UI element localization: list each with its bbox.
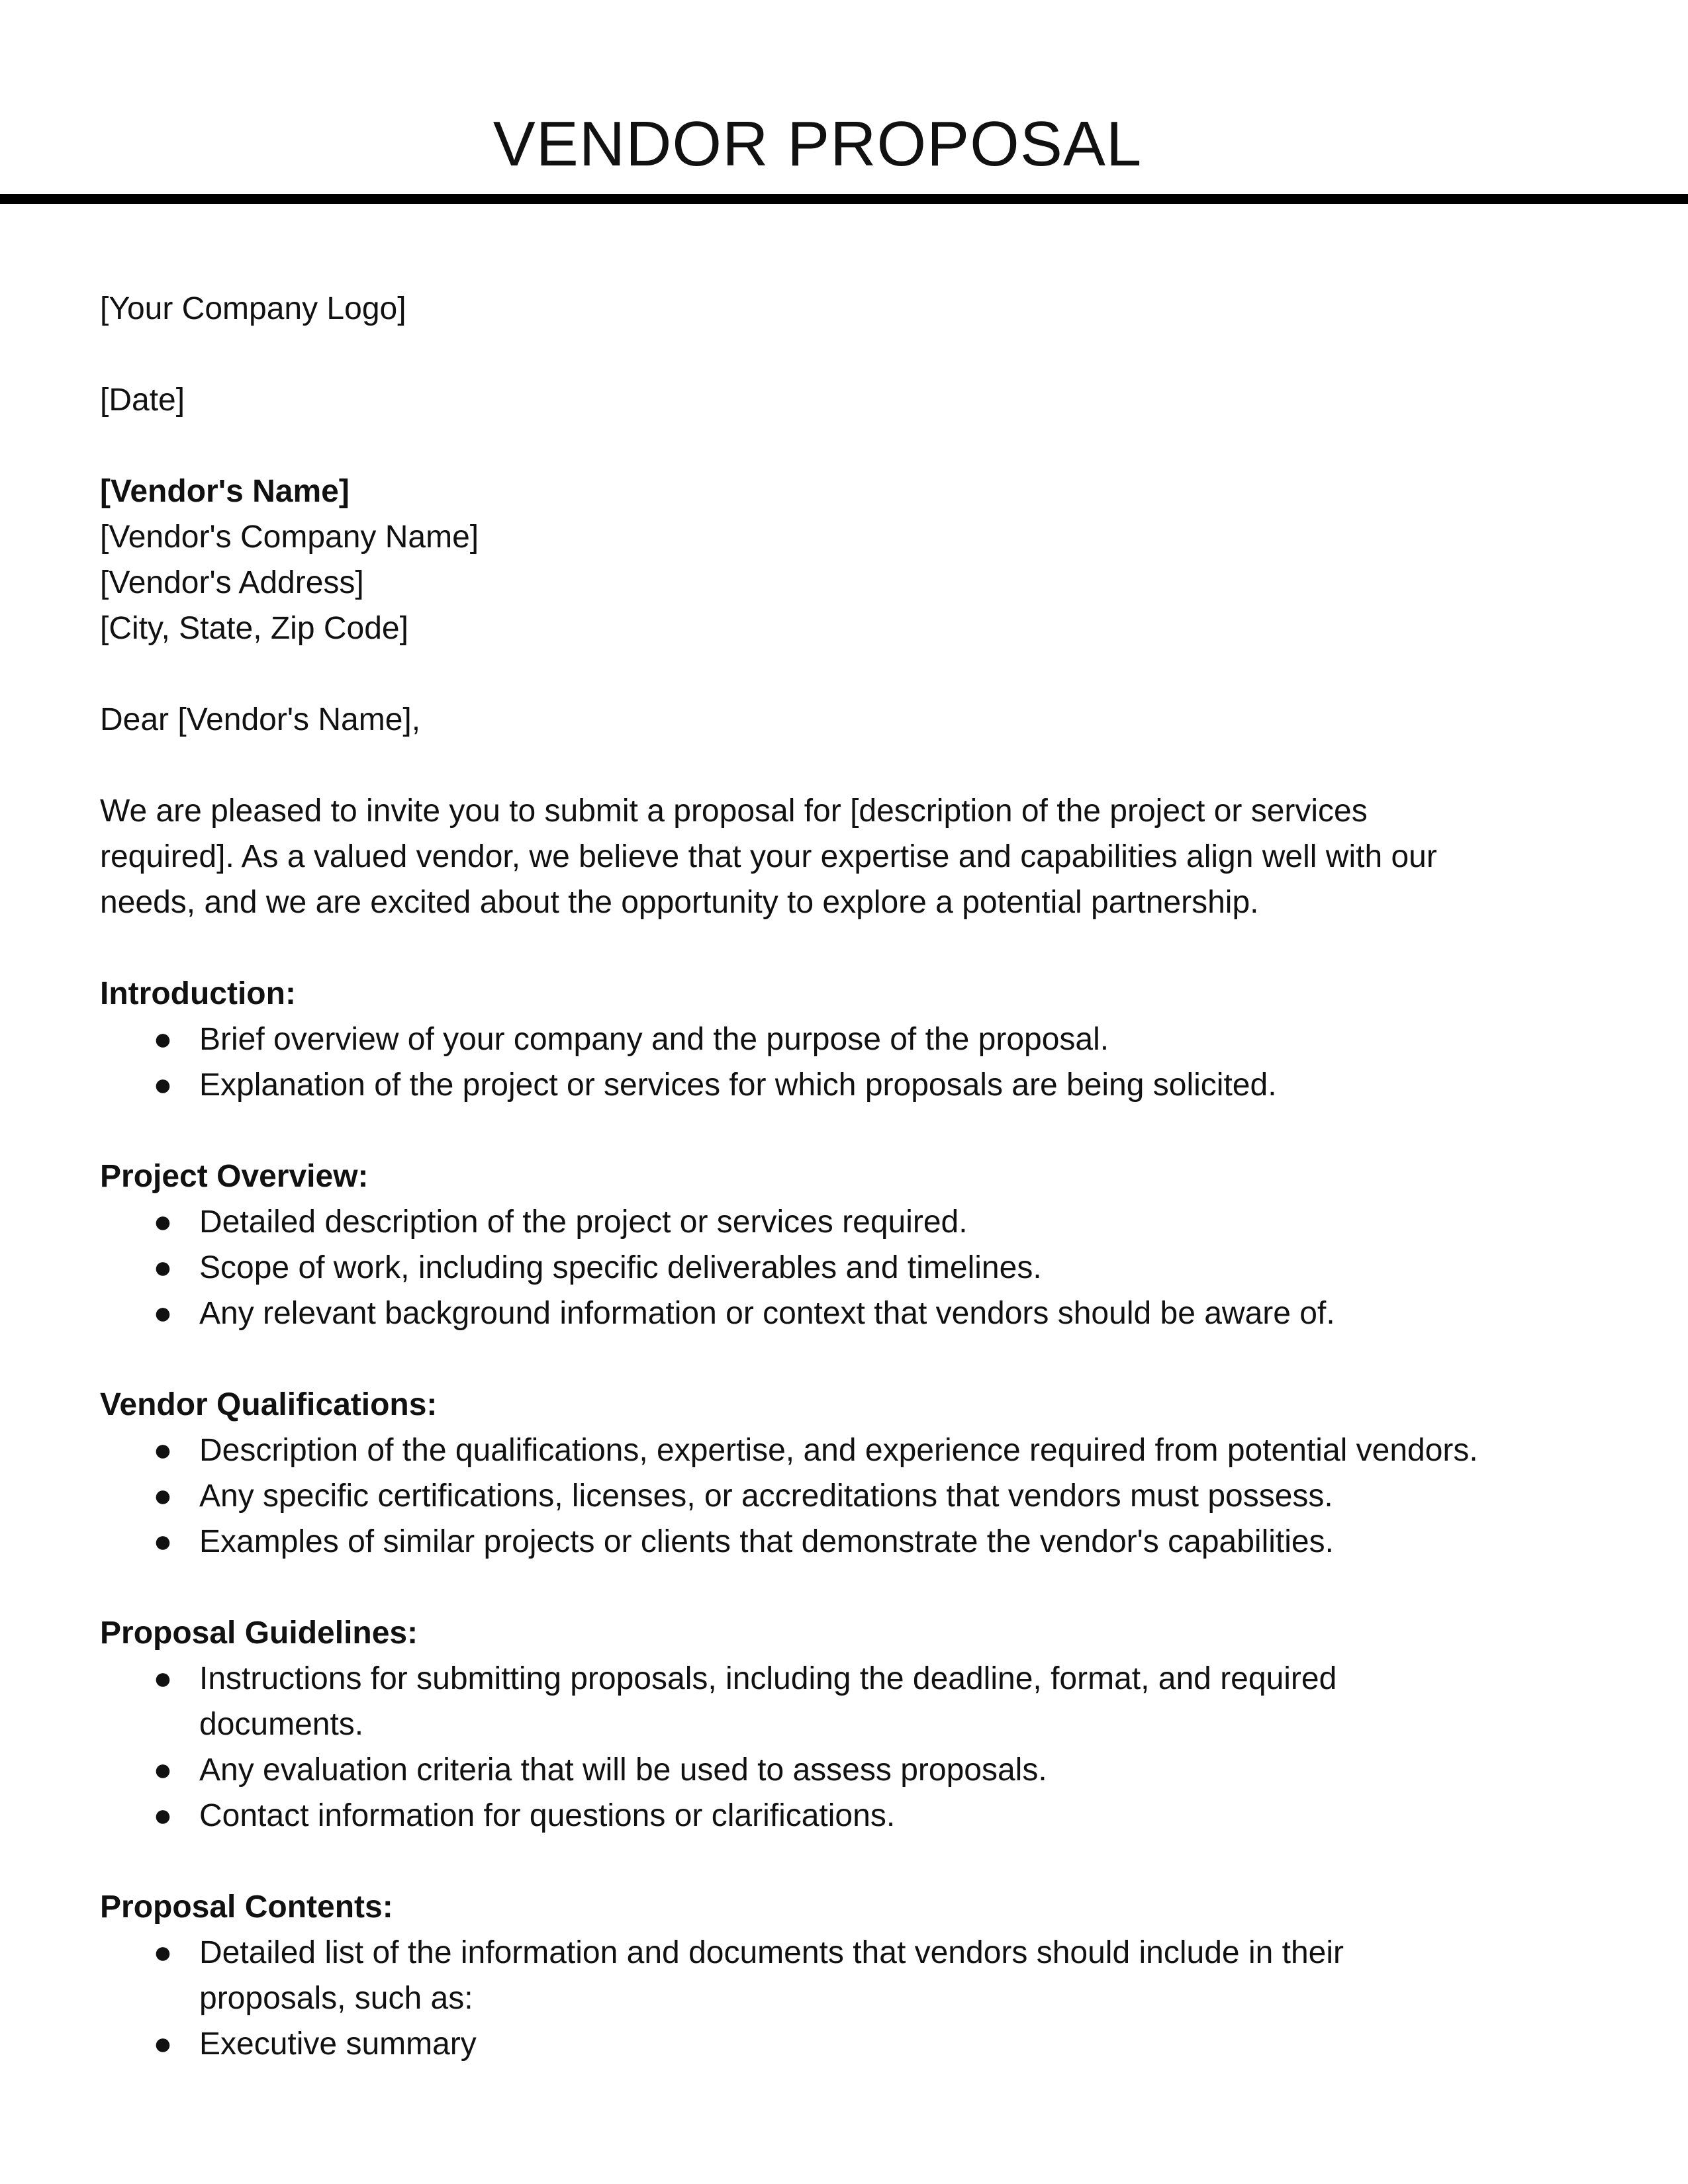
- section-heading: Project Overview:: [100, 1159, 369, 1194]
- list-item: [100, 1291, 1596, 1336]
- list-item: [100, 1017, 1596, 1062]
- list-item: [100, 2021, 1596, 2067]
- spacer: [100, 1336, 1596, 1382]
- bullet-icon: ●: [153, 1022, 173, 1057]
- spacer: [100, 925, 1596, 971]
- list-item-text: Scope of work, including specific deliverables and timelines.: [199, 1250, 1042, 1285]
- bullet-list: [100, 1017, 1596, 1108]
- section-proposal-contents: [100, 1884, 1596, 2067]
- section-proposal-guidelines: [100, 1610, 1596, 1839]
- bullet-list: [100, 1930, 1596, 2067]
- company-logo-placeholder: [Your Company Logo]: [100, 291, 406, 326]
- section-project-overview: [100, 1154, 1596, 1336]
- section-introduction: [100, 971, 1596, 1108]
- bullet-icon: ●: [153, 1798, 173, 1833]
- list-item: [100, 1473, 1596, 1519]
- list-item-text: Any evaluation criteria that will be used to assess proposals.: [199, 1752, 1047, 1788]
- list-item: [100, 1519, 1596, 1565]
- document-body: [100, 286, 1596, 2067]
- list-item: [100, 1245, 1596, 1291]
- list-item-text: Executive summary: [199, 2026, 477, 2062]
- list-item-text: Contact information for questions or clarifications.: [199, 1798, 896, 1833]
- list-item-text: Explanation of the project or services for which proposals are being solicited.: [199, 1068, 1277, 1103]
- spacer: [100, 423, 1596, 469]
- bullet-icon: ●: [153, 1250, 173, 1285]
- list-item-line: Detailed list of the information and documents that vendors should include in their: [199, 1935, 1344, 1970]
- list-item: [100, 1062, 1596, 1108]
- bullet-icon: ●: [153, 1752, 173, 1788]
- section-heading: Introduction:: [100, 976, 296, 1011]
- recipient-company: [Vendor's Company Name]: [100, 520, 479, 555]
- recipient-city-state-zip: [City, State, Zip Code]: [100, 611, 408, 646]
- list-item: [100, 1793, 1596, 1839]
- recipient-address: [Vendor's Address]: [100, 565, 364, 600]
- bullet-list: [100, 1199, 1596, 1336]
- list-item-text: Any relevant background information or context that vendors should be aware of.: [199, 1296, 1335, 1331]
- bullet-icon: ●: [153, 1524, 173, 1559]
- recipient-name: [Vendor's Name]: [100, 474, 350, 509]
- intro-paragraph: [100, 788, 1596, 925]
- list-item: [100, 1930, 1596, 2021]
- date-placeholder: [Date]: [100, 383, 185, 418]
- spacer: [100, 332, 1596, 377]
- intro-paragraph-line: needs, and we are excited about the opportunity to explore a potential partnership.: [100, 885, 1259, 920]
- spacer: [100, 651, 1596, 697]
- spacer: [100, 1839, 1596, 1884]
- list-item-line: documents.: [199, 1707, 364, 1742]
- list-item-line: proposals, such as:: [199, 1981, 473, 2016]
- bullet-icon: ●: [153, 1205, 173, 1240]
- title-divider: [0, 194, 1688, 204]
- section-vendor-qualifications: [100, 1382, 1596, 1565]
- bullet-list: [100, 1428, 1596, 1565]
- bullet-icon: ●: [153, 1296, 173, 1331]
- list-item: [100, 1656, 1596, 1747]
- list-item-text: Examples of similar projects or clients that demonstrate the vendor's capabilities.: [199, 1524, 1334, 1559]
- document-title: VENDOR PROPOSAL: [492, 109, 1143, 179]
- list-item: [100, 1199, 1596, 1245]
- spacer: [100, 743, 1596, 788]
- recipient-block: [100, 469, 1596, 651]
- bullet-icon: ●: [153, 1479, 173, 1514]
- intro-paragraph-line: We are pleased to invite you to submit a proposal for [description of the project or services: [100, 794, 1368, 829]
- bullet-icon: ●: [153, 1935, 173, 1970]
- list-item-text: Any specific certifications, licenses, or accreditations that vendors must possess.: [199, 1479, 1333, 1514]
- bullet-icon: ●: [153, 1661, 173, 1696]
- list-item-text: Brief overview of your company and the purpose of the proposal.: [199, 1022, 1109, 1057]
- spacer: [100, 1565, 1596, 1610]
- section-heading: Proposal Contents:: [100, 1889, 393, 1925]
- section-heading: Vendor Qualifications:: [100, 1387, 438, 1422]
- intro-paragraph-line: required]. As a valued vendor, we believe that your expertise and capabilities align well with our: [100, 839, 1437, 874]
- spacer: [100, 1108, 1596, 1154]
- bullet-icon: ●: [153, 2026, 173, 2062]
- list-item-line: Instructions for submitting proposals, including the deadline, format, and required: [199, 1661, 1337, 1696]
- salutation: Dear [Vendor's Name],: [100, 702, 421, 737]
- list-item-text: Description of the qualifications, expertise, and experience required from potential vendors.: [199, 1433, 1478, 1468]
- list-item: [100, 1428, 1596, 1473]
- section-heading: Proposal Guidelines:: [100, 1615, 418, 1651]
- bullet-list: [100, 1656, 1596, 1839]
- list-item-text: Detailed description of the project or services required.: [199, 1205, 968, 1240]
- bullet-icon: ●: [153, 1433, 173, 1468]
- bullet-icon: ●: [153, 1068, 173, 1103]
- list-item: [100, 1747, 1596, 1793]
